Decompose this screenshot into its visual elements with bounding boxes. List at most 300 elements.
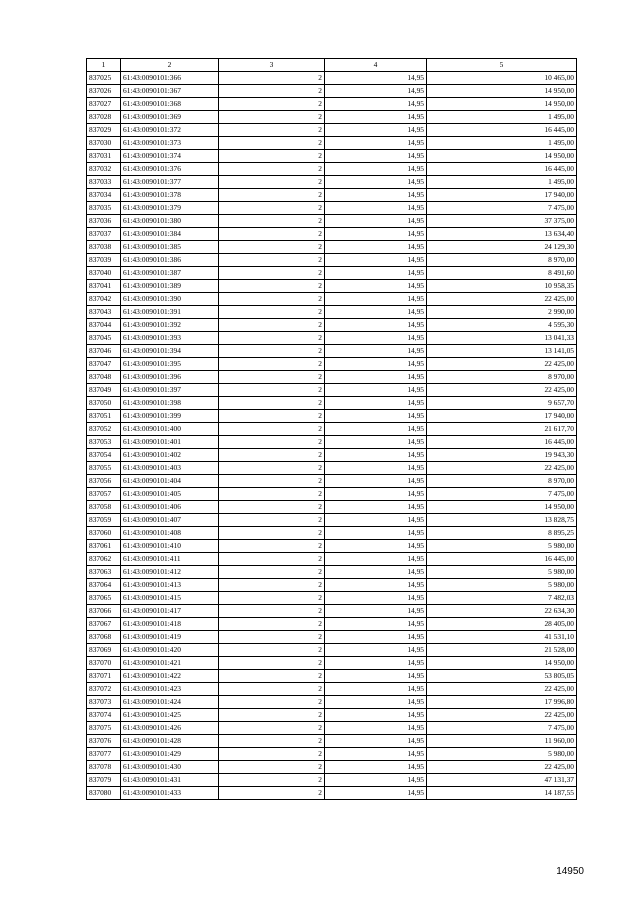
table-cell-col-2: 61:43:0090101:423: [121, 683, 219, 696]
table-cell-col-5: 9 657,70: [427, 397, 577, 410]
table-cell-col-2: 61:43:0090101:369: [121, 111, 219, 124]
table-cell-col-5: 16 445,00: [427, 163, 577, 176]
table-cell-col-5: 2 990,00: [427, 306, 577, 319]
table-cell-col-3: 2: [219, 514, 325, 527]
table-cell-col-5: 13 828,75: [427, 514, 577, 527]
table-cell-col-3: 2: [219, 345, 325, 358]
table-cell-col-3: 2: [219, 423, 325, 436]
table-cell-col-2: 61:43:0090101:397: [121, 384, 219, 397]
table-cell-col-5: 22 425,00: [427, 358, 577, 371]
table-row: [87, 410, 577, 423]
table-cell-col-3: 2: [219, 449, 325, 462]
table-cell-col-1: 837034: [87, 189, 121, 202]
table-cell-col-5: 22 425,00: [427, 384, 577, 397]
table-row: [87, 618, 577, 631]
table-row: [87, 501, 577, 514]
table-cell-col-3: 2: [219, 72, 325, 85]
table-row: [87, 527, 577, 540]
table-cell-col-3: 2: [219, 475, 325, 488]
table-cell-col-1: 837074: [87, 709, 121, 722]
table-cell-col-4: 14,95: [325, 475, 427, 488]
table-cell-col-1: 837031: [87, 150, 121, 163]
table-cell-col-1: 837045: [87, 332, 121, 345]
table-row: [87, 696, 577, 709]
table-cell-col-2: 61:43:0090101:367: [121, 85, 219, 98]
column-header-5: 5: [427, 59, 577, 72]
table-cell-col-1: 837069: [87, 644, 121, 657]
table-row: [87, 514, 577, 527]
table-row: [87, 306, 577, 319]
table-cell-col-1: 837036: [87, 215, 121, 228]
table-cell-col-3: 2: [219, 215, 325, 228]
table-cell-col-5: 16 445,00: [427, 124, 577, 137]
table-cell-col-2: 61:43:0090101:425: [121, 709, 219, 722]
table-cell-col-4: 14,95: [325, 280, 427, 293]
table-cell-col-4: 14,95: [325, 553, 427, 566]
table-cell-col-3: 2: [219, 761, 325, 774]
table-cell-col-4: 14,95: [325, 488, 427, 501]
table-cell-col-3: 2: [219, 709, 325, 722]
table-cell-col-3: 2: [219, 566, 325, 579]
table-row: [87, 384, 577, 397]
table-row: [87, 254, 577, 267]
table-cell-col-2: 61:43:0090101:407: [121, 514, 219, 527]
table-cell-col-3: 2: [219, 358, 325, 371]
table-cell-col-5: 1 495,00: [427, 111, 577, 124]
table-cell-col-1: 837059: [87, 514, 121, 527]
table-cell-col-2: 61:43:0090101:398: [121, 397, 219, 410]
table-cell-col-1: 837046: [87, 345, 121, 358]
table-cell-col-2: 61:43:0090101:389: [121, 280, 219, 293]
table-cell-col-5: 14 950,00: [427, 501, 577, 514]
table-cell-col-2: 61:43:0090101:402: [121, 449, 219, 462]
table-cell-col-5: 22 425,00: [427, 462, 577, 475]
table-cell-col-4: 14,95: [325, 189, 427, 202]
table-header: [87, 59, 577, 72]
table-cell-col-4: 14,95: [325, 410, 427, 423]
table-cell-col-4: 14,95: [325, 462, 427, 475]
table-cell-col-1: 837054: [87, 449, 121, 462]
table-cell-col-2: 61:43:0090101:433: [121, 787, 219, 800]
table-cell-col-1: 837061: [87, 540, 121, 553]
table-row: [87, 332, 577, 345]
table-cell-col-5: 19 943,30: [427, 449, 577, 462]
table-cell-col-5: 22 425,00: [427, 761, 577, 774]
table-cell-col-5: 8 491,60: [427, 267, 577, 280]
table-cell-col-4: 14,95: [325, 683, 427, 696]
table-cell-col-1: 837080: [87, 787, 121, 800]
table-cell-col-4: 14,95: [325, 670, 427, 683]
table-cell-col-2: 61:43:0090101:431: [121, 774, 219, 787]
table-cell-col-1: 837063: [87, 566, 121, 579]
table-cell-col-5: 10 465,00: [427, 72, 577, 85]
table-cell-col-5: 22 425,00: [427, 709, 577, 722]
table-cell-col-5: 7 475,00: [427, 722, 577, 735]
table-cell-col-3: 2: [219, 540, 325, 553]
table-cell-col-2: 61:43:0090101:418: [121, 618, 219, 631]
table-row: [87, 98, 577, 111]
table-row: [87, 683, 577, 696]
table-cell-col-4: 14,95: [325, 150, 427, 163]
table-row: [87, 605, 577, 618]
table-cell-col-2: 61:43:0090101:372: [121, 124, 219, 137]
table-cell-col-1: 837047: [87, 358, 121, 371]
table-cell-col-4: 14,95: [325, 618, 427, 631]
table-cell-col-3: 2: [219, 592, 325, 605]
table-cell-col-4: 14,95: [325, 527, 427, 540]
table-row: [87, 761, 577, 774]
table-cell-col-2: 61:43:0090101:374: [121, 150, 219, 163]
column-header-1: 1: [87, 59, 121, 72]
table-cell-col-3: 2: [219, 410, 325, 423]
table-cell-col-3: 2: [219, 137, 325, 150]
table-cell-col-4: 14,95: [325, 267, 427, 280]
table-cell-col-4: 14,95: [325, 449, 427, 462]
table-row: [87, 111, 577, 124]
table-cell-col-2: 61:43:0090101:413: [121, 579, 219, 592]
table-cell-col-4: 14,95: [325, 345, 427, 358]
table-row: [87, 488, 577, 501]
table-row: [87, 176, 577, 189]
table-row: [87, 150, 577, 163]
table-cell-col-5: 4 595,30: [427, 319, 577, 332]
table-cell-col-3: 2: [219, 371, 325, 384]
table-cell-col-2: 61:43:0090101:393: [121, 332, 219, 345]
table-cell-col-2: 61:43:0090101:419: [121, 631, 219, 644]
table-cell-col-3: 2: [219, 319, 325, 332]
table-cell-col-4: 14,95: [325, 293, 427, 306]
table-cell-col-3: 2: [219, 618, 325, 631]
table-cell-col-3: 2: [219, 436, 325, 449]
table-row: [87, 215, 577, 228]
table-cell-col-3: 2: [219, 735, 325, 748]
table-cell-col-5: 17 940,00: [427, 189, 577, 202]
table-cell-col-4: 14,95: [325, 735, 427, 748]
table-row: [87, 787, 577, 800]
table-cell-col-1: 837079: [87, 774, 121, 787]
table-cell-col-5: 8 970,00: [427, 475, 577, 488]
table-cell-col-2: 61:43:0090101:426: [121, 722, 219, 735]
table-cell-col-2: 61:43:0090101:366: [121, 72, 219, 85]
table-cell-col-1: 837044: [87, 319, 121, 332]
table-cell-col-2: 61:43:0090101:391: [121, 306, 219, 319]
table-row: [87, 670, 577, 683]
table-cell-col-5: 17 940,00: [427, 410, 577, 423]
table-cell-col-1: 837052: [87, 423, 121, 436]
table-cell-col-1: 837028: [87, 111, 121, 124]
table-cell-col-1: 837067: [87, 618, 121, 631]
table-cell-col-1: 837035: [87, 202, 121, 215]
table-cell-col-5: 22 425,00: [427, 293, 577, 306]
table-cell-col-3: 2: [219, 579, 325, 592]
table-cell-col-4: 14,95: [325, 254, 427, 267]
table-cell-col-2: 61:43:0090101:390: [121, 293, 219, 306]
table-cell-col-5: 22 425,00: [427, 683, 577, 696]
table-row: [87, 293, 577, 306]
table-row: [87, 748, 577, 761]
table-cell-col-3: 2: [219, 176, 325, 189]
table-cell-col-1: 837073: [87, 696, 121, 709]
table-row: [87, 241, 577, 254]
table-row: [87, 124, 577, 137]
table-cell-col-5: 53 805,05: [427, 670, 577, 683]
table-cell-col-5: 21 617,70: [427, 423, 577, 436]
table-cell-col-4: 14,95: [325, 397, 427, 410]
table-cell-col-3: 2: [219, 696, 325, 709]
table-cell-col-2: 61:43:0090101:373: [121, 137, 219, 150]
table-cell-col-1: 837076: [87, 735, 121, 748]
table-row: [87, 267, 577, 280]
table-cell-col-3: 2: [219, 605, 325, 618]
table-cell-col-2: 61:43:0090101:399: [121, 410, 219, 423]
table-row: [87, 566, 577, 579]
table-cell-col-1: 837056: [87, 475, 121, 488]
table-cell-col-2: 61:43:0090101:430: [121, 761, 219, 774]
table-row: [87, 579, 577, 592]
table-row: [87, 137, 577, 150]
table-cell-col-1: 837050: [87, 397, 121, 410]
table-cell-col-2: 61:43:0090101:428: [121, 735, 219, 748]
table-cell-col-4: 14,95: [325, 657, 427, 670]
table-cell-col-3: 2: [219, 293, 325, 306]
table-cell-col-2: 61:43:0090101:410: [121, 540, 219, 553]
table-cell-col-2: 61:43:0090101:376: [121, 163, 219, 176]
table-cell-col-3: 2: [219, 254, 325, 267]
table-cell-col-4: 14,95: [325, 631, 427, 644]
table-body: [87, 72, 577, 800]
table-cell-col-2: 61:43:0090101:412: [121, 566, 219, 579]
table-cell-col-1: 837072: [87, 683, 121, 696]
table-cell-col-2: 61:43:0090101:429: [121, 748, 219, 761]
table-cell-col-5: 5 980,00: [427, 566, 577, 579]
table-row: [87, 657, 577, 670]
data-table: [86, 58, 577, 800]
table-cell-col-1: 837032: [87, 163, 121, 176]
table-cell-col-4: 14,95: [325, 787, 427, 800]
table-cell-col-1: 837037: [87, 228, 121, 241]
table-cell-col-3: 2: [219, 670, 325, 683]
table-cell-col-2: 61:43:0090101:385: [121, 241, 219, 254]
table-row: [87, 475, 577, 488]
table-cell-col-1: 837060: [87, 527, 121, 540]
table-cell-col-5: 11 960,00: [427, 735, 577, 748]
table-cell-col-2: 61:43:0090101:394: [121, 345, 219, 358]
table-cell-col-3: 2: [219, 644, 325, 657]
table-cell-col-3: 2: [219, 748, 325, 761]
table-row: [87, 280, 577, 293]
table-cell-col-4: 14,95: [325, 371, 427, 384]
table-row: [87, 345, 577, 358]
table-cell-col-5: 41 531,10: [427, 631, 577, 644]
table-cell-col-1: 837027: [87, 98, 121, 111]
table-cell-col-4: 14,95: [325, 124, 427, 137]
table-cell-col-5: 7 482,03: [427, 592, 577, 605]
table-cell-col-5: 7 475,00: [427, 202, 577, 215]
table-cell-col-5: 28 405,00: [427, 618, 577, 631]
table-cell-col-5: 8 970,00: [427, 371, 577, 384]
table-cell-col-1: 837068: [87, 631, 121, 644]
table-cell-col-2: 61:43:0090101:400: [121, 423, 219, 436]
table-cell-col-5: 13 634,40: [427, 228, 577, 241]
table-row: [87, 553, 577, 566]
table-cell-col-5: 13 041,33: [427, 332, 577, 345]
table-cell-col-5: 5 980,00: [427, 579, 577, 592]
table-cell-col-5: 5 980,00: [427, 540, 577, 553]
table-cell-col-1: 837051: [87, 410, 121, 423]
table-cell-col-4: 14,95: [325, 761, 427, 774]
table-cell-col-2: 61:43:0090101:377: [121, 176, 219, 189]
table-cell-col-5: 37 375,00: [427, 215, 577, 228]
table-cell-col-5: 14 950,00: [427, 98, 577, 111]
table-cell-col-5: 47 131,37: [427, 774, 577, 787]
table-cell-col-5: 10 958,35: [427, 280, 577, 293]
table-cell-col-2: 61:43:0090101:408: [121, 527, 219, 540]
table-cell-col-1: 837042: [87, 293, 121, 306]
table-cell-col-4: 14,95: [325, 72, 427, 85]
table-cell-col-2: 61:43:0090101:403: [121, 462, 219, 475]
table-row: [87, 228, 577, 241]
table-cell-col-1: 837030: [87, 137, 121, 150]
table-row: [87, 449, 577, 462]
table-row: [87, 163, 577, 176]
table-cell-col-5: 1 495,00: [427, 137, 577, 150]
table-cell-col-1: 837071: [87, 670, 121, 683]
table-cell-col-3: 2: [219, 774, 325, 787]
table-cell-col-3: 2: [219, 267, 325, 280]
table-cell-col-1: 837026: [87, 85, 121, 98]
table-cell-col-1: 837025: [87, 72, 121, 85]
table-cell-col-5: 14 950,00: [427, 657, 577, 670]
table-cell-col-4: 14,95: [325, 111, 427, 124]
table-cell-col-1: 837062: [87, 553, 121, 566]
column-header-3: 3: [219, 59, 325, 72]
table-cell-col-4: 14,95: [325, 332, 427, 345]
table-row: [87, 371, 577, 384]
table-row: [87, 722, 577, 735]
table-row: [87, 189, 577, 202]
table-cell-col-2: 61:43:0090101:404: [121, 475, 219, 488]
table-cell-col-2: 61:43:0090101:405: [121, 488, 219, 501]
table-cell-col-3: 2: [219, 111, 325, 124]
table-row: [87, 72, 577, 85]
table-row: [87, 202, 577, 215]
table-cell-col-3: 2: [219, 241, 325, 254]
table-cell-col-2: 61:43:0090101:417: [121, 605, 219, 618]
table-cell-col-2: 61:43:0090101:411: [121, 553, 219, 566]
table-cell-col-3: 2: [219, 397, 325, 410]
table-cell-col-5: 16 445,00: [427, 436, 577, 449]
table-cell-col-5: 24 129,30: [427, 241, 577, 254]
table-cell-col-2: 61:43:0090101:386: [121, 254, 219, 267]
table-row: [87, 358, 577, 371]
table-cell-col-4: 14,95: [325, 748, 427, 761]
column-header-4: 4: [325, 59, 427, 72]
table-row: [87, 423, 577, 436]
table-cell-col-2: 61:43:0090101:420: [121, 644, 219, 657]
table-cell-col-4: 14,95: [325, 644, 427, 657]
table-row: [87, 462, 577, 475]
table-cell-col-4: 14,95: [325, 163, 427, 176]
table-cell-col-1: 837070: [87, 657, 121, 670]
table-cell-col-3: 2: [219, 657, 325, 670]
table-row: [87, 436, 577, 449]
table-cell-col-5: 17 996,80: [427, 696, 577, 709]
table-cell-col-1: 837039: [87, 254, 121, 267]
table-cell-col-3: 2: [219, 501, 325, 514]
table-cell-col-2: 61:43:0090101:387: [121, 267, 219, 280]
table-cell-col-4: 14,95: [325, 592, 427, 605]
table-cell-col-3: 2: [219, 98, 325, 111]
table-cell-col-3: 2: [219, 384, 325, 397]
table-cell-col-4: 14,95: [325, 722, 427, 735]
table-cell-col-3: 2: [219, 527, 325, 540]
table-cell-col-4: 14,95: [325, 696, 427, 709]
table-cell-col-4: 14,95: [325, 501, 427, 514]
table-row: [87, 735, 577, 748]
table-cell-col-4: 14,95: [325, 384, 427, 397]
table-cell-col-2: 61:43:0090101:406: [121, 501, 219, 514]
table-cell-col-1: 837057: [87, 488, 121, 501]
table-cell-col-4: 14,95: [325, 514, 427, 527]
table-cell-col-3: 2: [219, 683, 325, 696]
table-cell-col-2: 61:43:0090101:392: [121, 319, 219, 332]
table-cell-col-3: 2: [219, 488, 325, 501]
table-cell-col-1: 837041: [87, 280, 121, 293]
table-cell-col-4: 14,95: [325, 176, 427, 189]
table-cell-col-4: 14,95: [325, 579, 427, 592]
table-cell-col-5: 16 445,00: [427, 553, 577, 566]
table-cell-col-3: 2: [219, 163, 325, 176]
table-cell-col-1: 837058: [87, 501, 121, 514]
table-cell-col-2: 61:43:0090101:380: [121, 215, 219, 228]
table-cell-col-1: 837053: [87, 436, 121, 449]
table-cell-col-1: 837048: [87, 371, 121, 384]
table-cell-col-1: 837075: [87, 722, 121, 735]
table-cell-col-3: 2: [219, 124, 325, 137]
table-cell-col-3: 2: [219, 280, 325, 293]
table-cell-col-1: 837043: [87, 306, 121, 319]
table-cell-col-3: 2: [219, 189, 325, 202]
table-cell-col-5: 7 475,00: [427, 488, 577, 501]
table-cell-col-2: 61:43:0090101:424: [121, 696, 219, 709]
table-cell-col-2: 61:43:0090101:422: [121, 670, 219, 683]
table-cell-col-5: 8 895,25: [427, 527, 577, 540]
table-cell-col-4: 14,95: [325, 423, 427, 436]
table-cell-col-1: 837029: [87, 124, 121, 137]
table-cell-col-4: 14,95: [325, 566, 427, 579]
table-cell-col-4: 14,95: [325, 319, 427, 332]
table-cell-col-3: 2: [219, 228, 325, 241]
table-cell-col-4: 14,95: [325, 98, 427, 111]
table-row: [87, 540, 577, 553]
table-cell-col-4: 14,95: [325, 215, 427, 228]
table-cell-col-2: 61:43:0090101:379: [121, 202, 219, 215]
table-cell-col-5: 22 634,30: [427, 605, 577, 618]
table-cell-col-5: 14 187,55: [427, 787, 577, 800]
table-cell-col-2: 61:43:0090101:384: [121, 228, 219, 241]
table-cell-col-5: 21 528,00: [427, 644, 577, 657]
table-cell-col-1: 837065: [87, 592, 121, 605]
table-row: [87, 319, 577, 332]
table-cell-col-4: 14,95: [325, 540, 427, 553]
table-cell-col-1: 837078: [87, 761, 121, 774]
table-cell-col-4: 14,95: [325, 85, 427, 98]
table-cell-col-5: 8 970,00: [427, 254, 577, 267]
table-row: [87, 631, 577, 644]
table-cell-col-5: 5 980,00: [427, 748, 577, 761]
table-cell-col-2: 61:43:0090101:421: [121, 657, 219, 670]
table-cell-col-4: 14,95: [325, 137, 427, 150]
